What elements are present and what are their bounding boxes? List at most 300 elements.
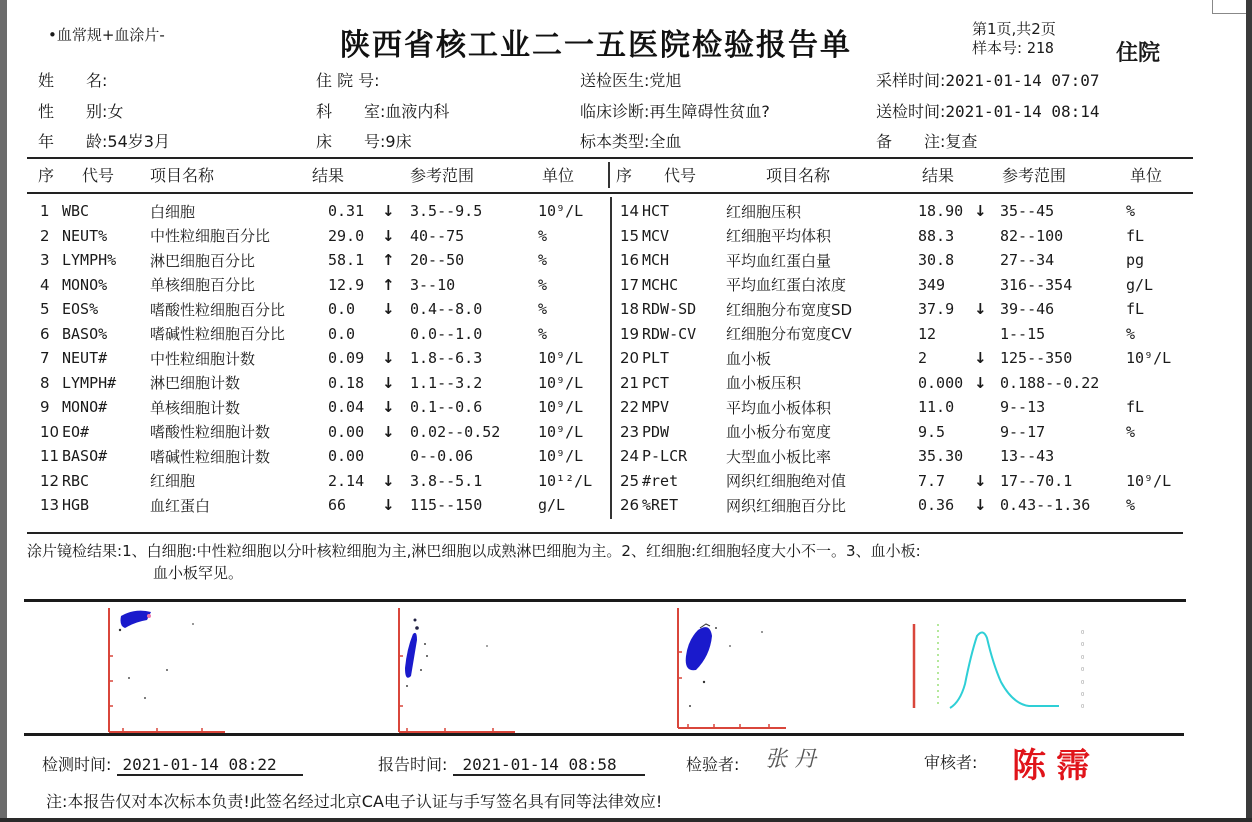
test-result: 0.04: [328, 398, 365, 417]
test-name: 红细胞平均体积: [726, 227, 832, 246]
row-number: 20: [620, 349, 640, 368]
report-time-value: 2021-01-14 08:58: [453, 755, 645, 776]
test-result: 35.30: [918, 447, 964, 466]
table-row: [620, 224, 1186, 249]
row-number: 15: [620, 226, 640, 245]
age-value: 54岁3月: [107, 132, 170, 151]
test-name: 网织红细胞百分比: [726, 496, 847, 515]
test-name: 大型血小板比率: [726, 447, 832, 466]
test-result: 88.3: [918, 226, 955, 245]
test-result: 7.7: [918, 471, 946, 490]
patient-sex: [38, 99, 123, 122]
test-result: 29.0: [328, 226, 365, 245]
specimen-value: 全血: [649, 132, 682, 151]
row-number: 16: [620, 251, 640, 270]
test-unit: %: [1126, 324, 1136, 343]
test-code: PLT: [642, 349, 670, 368]
disclaimer-note: 注:本报告仅对本次标本负责!此签名经过北京CA电子认证与手写签名具有同等法律效应!: [46, 792, 663, 811]
collect-time-value: 2021-01-14 07:07: [945, 71, 1100, 90]
test-time-value: 2021-01-14 08:22: [117, 755, 303, 776]
specimen-label: 标本类型:: [580, 132, 650, 151]
test-result: 11.0: [918, 398, 955, 417]
test-code: RDW-SD: [642, 300, 697, 319]
test-unit: 10⁹/L: [538, 447, 584, 466]
svg-text:0: 0: [1081, 667, 1085, 673]
reference-range: 20--50: [410, 251, 465, 270]
table-row: [620, 248, 1186, 273]
test-code: %RET: [642, 496, 679, 515]
abnormal-flag-icon: ↓: [382, 398, 395, 417]
results-body-left: [40, 199, 598, 518]
test-name: 白细胞: [150, 202, 196, 221]
svg-text:0: 0: [1081, 642, 1085, 648]
sex-value: 女: [107, 102, 124, 121]
table-row: [40, 297, 598, 322]
abnormal-flag-icon: ↓: [974, 202, 987, 221]
reference-range: 3.5--9.5: [410, 202, 483, 221]
submit-time-value: 2021-01-14 08:14: [945, 102, 1100, 121]
test-code: MONO#: [62, 398, 108, 417]
sample-no-label: 样本号:: [972, 39, 1023, 57]
admission-no-label: 住 院 号:: [316, 71, 380, 90]
row-number: 6: [40, 324, 50, 343]
table-column-divider: [610, 197, 612, 519]
test-code: LYMPH#: [62, 373, 117, 392]
row-number: 21: [620, 373, 640, 392]
table-row: [620, 322, 1186, 347]
test-code: MPV: [642, 398, 670, 417]
test-name: 红细胞分布宽度SD: [726, 300, 853, 319]
smear-line-2: 血小板罕见。: [153, 564, 244, 582]
test-result: 30.8: [918, 251, 955, 270]
row-number: 14: [620, 202, 640, 221]
test-result: 2.14: [328, 471, 365, 490]
test-name: 平均血红蛋白量: [726, 251, 832, 270]
patient-type-badge: 住院: [1116, 41, 1161, 66]
test-name: 平均血小板体积: [726, 398, 832, 417]
test-result: 9.5: [918, 422, 946, 441]
table-row: [40, 420, 598, 445]
row-number: 19: [620, 324, 640, 343]
table-row: [40, 322, 598, 347]
test-name: 血小板分布宽度: [726, 423, 832, 442]
test-unit: fL: [1126, 300, 1145, 319]
smear-line-1: [27, 540, 921, 562]
sex-label: 性 别:: [38, 102, 108, 121]
reference-range: 9--13: [1000, 398, 1046, 417]
remark: [876, 129, 977, 152]
abnormal-flag-icon: [974, 444, 1000, 469]
table-row: [40, 371, 598, 396]
test-name: 中性粒细胞计数: [150, 349, 256, 368]
row-number: 17: [620, 275, 640, 294]
table-row: [620, 493, 1186, 518]
abnormal-flag-icon: [974, 248, 1000, 273]
test-result: 0.00: [328, 447, 365, 466]
table-row: [620, 273, 1186, 298]
test-unit: 10¹²/L: [538, 471, 593, 490]
test-time: [42, 752, 303, 776]
table-row: [40, 469, 598, 494]
test-unit: fL: [1126, 398, 1145, 417]
reference-range: 39--46: [1000, 300, 1055, 319]
collect-time-label: 采样时间:: [876, 71, 946, 90]
test-unit: g/L: [538, 496, 566, 515]
reference-range: 3--10: [410, 275, 456, 294]
test-result: 2: [918, 349, 928, 368]
test-name: 血红蛋白: [150, 496, 211, 515]
test-code: EOS%: [62, 300, 99, 319]
test-unit: [1126, 444, 1186, 469]
reference-range: 27--34: [1000, 251, 1055, 270]
reference-range: 0--0.06: [410, 447, 474, 466]
smear-text-1: 1、白细胞:中性粒细胞以分叶核粒细胞为主,淋巴细胞以成熟淋巴细胞为主。2、红细胞:红细胞轻度大小不一。3、血小板:: [122, 542, 921, 560]
row-number: 18: [620, 300, 640, 319]
row-number: 12: [40, 471, 60, 490]
test-name: 淋巴细胞百分比: [150, 251, 256, 270]
reference-range: 0.1--0.6: [410, 398, 483, 417]
reference-range: 40--75: [410, 226, 465, 245]
bed-label: 床 号:: [316, 132, 386, 151]
test-unit: %: [538, 300, 548, 319]
reference-range: 13--43: [1000, 447, 1055, 466]
diagnosis-value: 再生障碍性贫血?: [649, 102, 770, 121]
collect-time: [876, 68, 1100, 91]
test-unit: 10⁹/L: [1126, 471, 1172, 490]
test-result: 0.00: [328, 422, 365, 441]
row-number: 22: [620, 398, 640, 417]
test-result: 58.1: [328, 251, 365, 270]
test-name: 嗜碱性粒细胞计数: [150, 447, 271, 466]
reference-range: 0.188--0.22: [1000, 373, 1100, 392]
row-number: 1: [40, 202, 50, 221]
abnormal-flag-icon: ↓: [382, 349, 395, 368]
col-header-unit-right: 单位: [1130, 166, 1163, 185]
row-number: 26: [620, 496, 640, 515]
abnormal-flag-icon: ↓: [974, 349, 987, 368]
abnormal-flag-icon: ↓: [974, 300, 987, 319]
col-header-range-left: 参考范围: [410, 166, 475, 185]
col-header-range-right: 参考范围: [1002, 166, 1067, 185]
results-body-right: [620, 199, 1186, 518]
test-name: 嗜碱性粒细胞百分比: [150, 325, 286, 344]
svg-text:0: 0: [1081, 630, 1085, 636]
dept-value: 血液内科: [385, 102, 450, 121]
abnormal-flag-icon: ↑: [382, 275, 395, 294]
test-unit: g/L: [1126, 275, 1154, 294]
test-unit: 10⁹/L: [538, 422, 584, 441]
row-number: 5: [40, 300, 50, 319]
abnormal-flag-icon: [974, 273, 1000, 298]
reference-range: 82--100: [1000, 226, 1064, 245]
reference-range: 3.8--5.1: [410, 471, 483, 490]
test-result: 0.0: [328, 324, 356, 343]
reviewer-signature: 陈霈: [1012, 746, 1100, 786]
age-label: 年 龄:: [38, 132, 108, 151]
results-table-left: [40, 199, 598, 518]
test-result: 0.18: [328, 373, 365, 392]
abnormal-flag-icon: [974, 395, 1000, 420]
page-count: 第1页,共2页: [972, 20, 1056, 38]
svg-text:0: 0: [1081, 704, 1085, 710]
abnormal-flag-icon: [974, 322, 1000, 347]
test-unit: 10⁹/L: [538, 349, 584, 368]
scan-border-left: [0, 0, 7, 822]
test-unit: %: [538, 251, 548, 270]
table-row: [620, 297, 1186, 322]
test-code: MONO%: [62, 275, 108, 294]
test-result: 66: [328, 496, 347, 515]
test-result: 37.9: [918, 300, 955, 319]
reference-range: 1.8--6.3: [410, 349, 483, 368]
table-row: [40, 248, 598, 273]
table-top-rule: [27, 157, 1193, 159]
tester-label: 检验者:: [686, 755, 740, 774]
test-name: 红细胞: [150, 472, 196, 491]
remark-value: 复查: [945, 132, 978, 151]
diagnosis-label: 临床诊断:: [580, 102, 650, 121]
smear-label: 涂片镜检结果:: [27, 542, 123, 560]
reference-range: 17--70.1: [1000, 471, 1073, 490]
table-bottom-rule: [27, 532, 1183, 534]
test-code: BASO%: [62, 324, 108, 343]
report-time-label: 报告时间:: [378, 755, 448, 774]
histogram-plot: [905, 614, 1095, 714]
test-type: •血常规+血涂片-: [48, 26, 165, 44]
submit-time-label: 送检时间:: [876, 102, 946, 121]
test-name: 嗜酸性粒细胞百分比: [150, 300, 286, 319]
col-header-code-left: 代号: [82, 166, 115, 185]
results-table-right: [620, 199, 1186, 518]
col-header-result-left: 结果: [312, 166, 345, 185]
col-header-result-right: 结果: [922, 166, 955, 185]
test-code: HCT: [642, 202, 670, 221]
bed-value: 9床: [385, 132, 412, 151]
test-code: RDW-CV: [642, 324, 697, 343]
reference-range: 316--354: [1000, 275, 1073, 294]
test-name: 平均血红蛋白浓度: [726, 276, 847, 295]
test-code: WBC: [62, 202, 90, 221]
patient-age: [38, 129, 170, 152]
table-row: [40, 395, 598, 420]
table-row: [620, 469, 1186, 494]
abnormal-flag-icon: ↓: [974, 496, 987, 515]
table-row: [620, 199, 1186, 224]
reference-range: 1--15: [1000, 324, 1046, 343]
test-unit: 10⁹/L: [538, 202, 584, 221]
remark-label: 备 注:: [876, 132, 946, 151]
reference-range: 125--350: [1000, 349, 1073, 368]
test-unit: %: [1126, 422, 1136, 441]
row-number: 4: [40, 275, 50, 294]
test-unit: pg: [1126, 251, 1145, 270]
test-code: HGB: [62, 496, 90, 515]
table-row: [620, 346, 1186, 371]
test-time-label: 检测时间:: [42, 755, 112, 774]
test-unit: %: [538, 275, 548, 294]
test-code: PDW: [642, 422, 670, 441]
test-code: BASO#: [62, 447, 108, 466]
reference-range: 0.4--8.0: [410, 300, 483, 319]
test-result: 0.000: [918, 373, 964, 392]
test-name: 血小板: [726, 349, 772, 368]
name-label: 姓 名:: [38, 71, 108, 90]
test-result: 12.9: [328, 275, 365, 294]
svg-text:0: 0: [1081, 680, 1085, 686]
doctor-label: 送检医生:: [580, 71, 650, 90]
abnormal-flag-icon: ↓: [382, 496, 395, 515]
test-unit: %: [1126, 202, 1136, 221]
test-result: 0.09: [328, 349, 365, 368]
test-code: P-LCR: [642, 447, 688, 466]
col-header-no-left: 序: [38, 166, 55, 185]
row-number: 3: [40, 251, 50, 270]
row-number: 24: [620, 447, 640, 466]
abnormal-flag-icon: ↓: [974, 471, 987, 490]
test-code: LYMPH%: [62, 251, 117, 270]
reference-range: 1.1--3.2: [410, 373, 483, 392]
diagnosis: [580, 99, 770, 122]
test-code: MCHC: [642, 275, 679, 294]
abnormal-flag-icon: [974, 224, 1000, 249]
abnormal-flag-icon: ↓: [382, 422, 395, 441]
admission-no: [316, 68, 380, 91]
abnormal-flag-icon: [974, 420, 1000, 445]
table-row: [620, 444, 1186, 469]
scatter-plot-3: [674, 606, 794, 736]
table-row: [620, 371, 1186, 396]
reviewer-label: 审核者:: [924, 753, 978, 772]
department: [316, 99, 449, 122]
test-result: 12: [918, 324, 937, 343]
abnormal-flag-icon: [382, 322, 410, 347]
test-result: 349: [918, 275, 946, 294]
table-row: [40, 444, 598, 469]
test-unit: 10⁹/L: [1126, 349, 1172, 368]
reference-range: 0.43--1.36: [1000, 496, 1091, 515]
reference-range: 9--17: [1000, 422, 1046, 441]
smear-result: [27, 540, 921, 584]
test-code: MCV: [642, 226, 670, 245]
test-unit: 10⁹/L: [538, 398, 584, 417]
row-number: 7: [40, 349, 50, 368]
dept-label: 科 室:: [316, 102, 386, 121]
col-header-name-left: 项目名称: [150, 166, 215, 185]
test-code: PCT: [642, 373, 670, 392]
row-number: 8: [40, 373, 50, 392]
test-name: 网织红细胞绝对值: [726, 472, 847, 491]
table-row: [40, 224, 598, 249]
scatter-plot-1: [105, 606, 225, 736]
abnormal-flag-icon: ↓: [382, 300, 395, 319]
abnormal-flag-icon: ↑: [382, 251, 395, 270]
test-code: NEUT#: [62, 349, 108, 368]
row-number: 13: [40, 496, 60, 515]
test-result: 0.0: [328, 300, 356, 319]
test-result: 18.90: [918, 202, 964, 221]
scan-border-bottom: [0, 818, 1252, 822]
test-unit: [1126, 371, 1186, 396]
test-name: 红细胞压积: [726, 202, 802, 221]
test-name: 嗜酸性粒细胞计数: [150, 423, 271, 442]
table-row: [620, 395, 1186, 420]
row-number: 2: [40, 226, 50, 245]
reference-range: 35--45: [1000, 202, 1055, 221]
test-code: MCH: [642, 251, 670, 270]
header-divider: [608, 162, 610, 188]
doctor: [580, 68, 681, 91]
patient-name: [38, 68, 107, 91]
report-title: 陕西省核工业二一五医院检验报告单: [340, 28, 852, 63]
doctor-value: 党旭: [649, 71, 682, 90]
test-result: 0.31: [328, 202, 365, 221]
test-result: 0.36: [918, 496, 955, 515]
test-unit: %: [1126, 496, 1136, 515]
corner-mark: [1212, 0, 1246, 14]
table-row: [40, 199, 598, 224]
scatter-plot-2: [395, 606, 515, 736]
scan-border-right: [1246, 0, 1252, 822]
row-number: 10: [40, 422, 60, 441]
abnormal-flag-icon: ↓: [974, 373, 987, 392]
col-header-code-right: 代号: [664, 166, 697, 185]
test-name: 中性粒细胞百分比: [150, 227, 271, 246]
abnormal-flag-icon: ↓: [382, 226, 395, 245]
test-code: RBC: [62, 471, 90, 490]
table-row: [40, 493, 598, 518]
sample-no-value: 218: [1026, 39, 1054, 57]
test-unit: %: [538, 324, 548, 343]
table-row: [40, 346, 598, 371]
test-name: 单核细胞计数: [150, 398, 241, 417]
abnormal-flag-icon: ↓: [382, 373, 395, 392]
test-code: NEUT%: [62, 226, 108, 245]
test-unit: %: [538, 226, 548, 245]
abnormal-flag-icon: ↓: [382, 471, 395, 490]
bed-no: [316, 129, 412, 152]
test-name: 红细胞分布宽度CV: [726, 325, 852, 344]
reference-range: 115--150: [410, 496, 483, 515]
reference-range: 0.0--1.0: [410, 324, 483, 343]
test-name: 血小板压积: [726, 374, 802, 393]
abnormal-flag-icon: [382, 444, 410, 469]
submit-time: [876, 99, 1100, 122]
tester-signature: 张 丹: [765, 747, 816, 772]
row-number: 9: [40, 398, 50, 417]
test-name: 淋巴细胞计数: [150, 374, 241, 393]
report-time: [378, 752, 645, 776]
abnormal-flag-icon: ↓: [382, 202, 395, 221]
sample-number: [972, 39, 1056, 58]
reference-range: 0.02--0.52: [410, 422, 501, 441]
table-header-rule: [27, 192, 1193, 194]
test-unit: fL: [1126, 226, 1145, 245]
test-unit: 10⁹/L: [538, 373, 584, 392]
test-code: #ret: [642, 471, 679, 490]
col-header-name-right: 项目名称: [766, 166, 831, 185]
svg-text:0: 0: [1081, 692, 1085, 698]
col-header-no-right: 序: [616, 166, 633, 185]
col-header-unit-left: 单位: [542, 166, 575, 185]
table-row: [620, 420, 1186, 445]
row-number: 23: [620, 422, 640, 441]
table-row: [40, 273, 598, 298]
row-number: 25: [620, 471, 640, 490]
svg-text:0: 0: [1081, 655, 1085, 661]
plots-top-rule: [24, 599, 1186, 602]
specimen-type: [580, 129, 681, 152]
test-code: EO#: [62, 422, 90, 441]
